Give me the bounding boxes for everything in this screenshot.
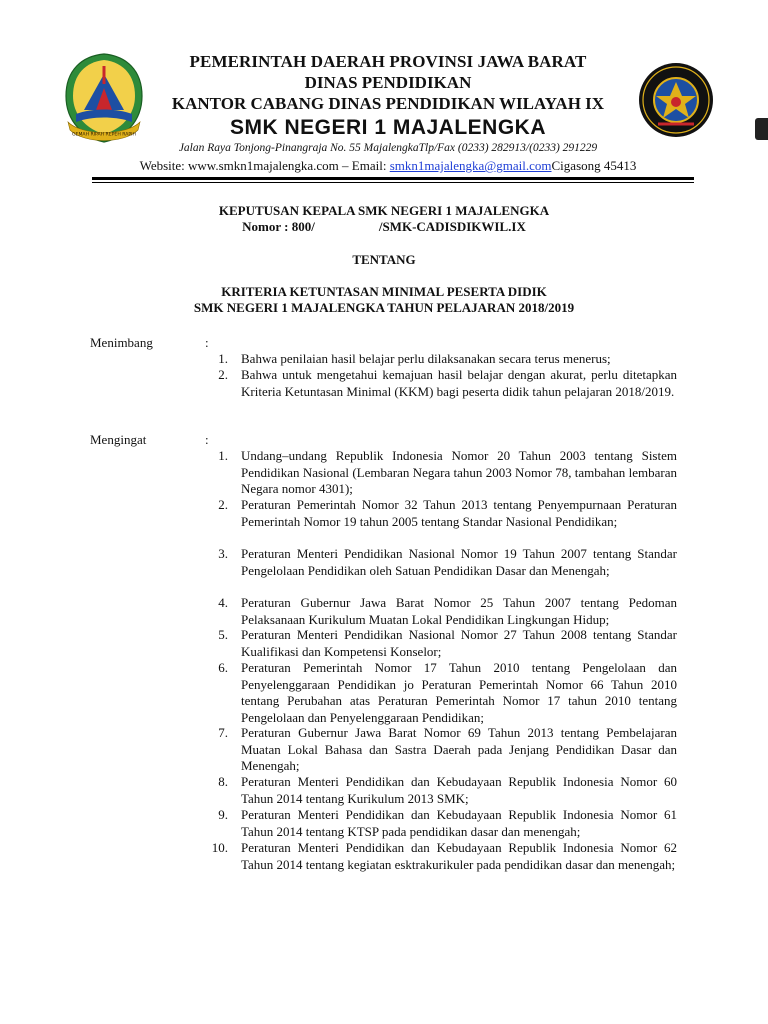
mengingat-item: Peraturan Pemerintah Nomor 32 Tahun 2013 tentang Penyempurnaan Peraturan Pemerintah Nomor 19 tahun 2005 tentang Standar Nasional Pendidikan; (241, 497, 677, 529)
mengingat-colon: : (205, 432, 209, 447)
letterhead-rule-thin (92, 182, 694, 183)
mengingat-num: 10. (211, 840, 228, 855)
letterhead-rule-thick (92, 177, 694, 180)
menimbang-item: Bahwa untuk mengetahui kemajuan hasil belajar dengan akurat, perlu ditetapkan Kriteria Ketuntasan Minimal (KKM) bagi peserta didik tahun pelajaran 2018/2019. (241, 367, 677, 399)
menimbang-label: Menimbang (90, 335, 153, 350)
decree-number (90, 219, 678, 235)
menimbang-item: Bahwa penilaian hasil belajar perlu dilaksanakan secara terus menerus; (241, 351, 611, 366)
decree-subject-line-1: KRITERIA KETUNTASAN MINIMAL PESERTA DIDIK (221, 284, 547, 299)
smk-school-emblem-logo (638, 62, 714, 138)
website-text: Website: www.smkn1majalengka.com – Email: (139, 158, 390, 173)
mengingat-item: Peraturan Menteri Pendidikan Nasional Nomor 27 Tahun 2008 tentang Standar Kualifikasi dan Kompetensi Konselor; (241, 627, 677, 659)
mengingat-item: Peraturan Gubernur Jawa Barat Nomor 25 Tahun 2007 tentang Pedoman Pelaksanaan Kurikulum Muatan Lokal Pendidikan Lingkungan Hidup; (241, 595, 677, 627)
decree-number-suffix: /SMK-CADISDIKWIL.IX (378, 219, 526, 234)
school-contact (100, 158, 676, 174)
svg-text:GEMAH RIPAH REPEH RAPIH: GEMAH RIPAH REPEH RAPIH (72, 132, 136, 138)
letterhead-line-1: PEMERINTAH DAERAH PROVINSI JAWA BARAT (189, 52, 587, 71)
tentang-heading: TENTANG (352, 252, 416, 267)
mengingat-item: Peraturan Gubernur Jawa Barat Nomor 69 Tahun 2013 tentang Pembelajaran Muatan Lokal Bahasa dan Sastra Daerah pada Jenjang Pendidikan Dasar dan Menengah; (241, 725, 677, 773)
mengingat-num: 4. (218, 595, 228, 610)
mengingat-label: Mengingat (90, 432, 147, 447)
mengingat-num: 2. (218, 497, 228, 512)
mengingat-num: 1. (218, 448, 228, 463)
mengingat-item: Peraturan Menteri Pendidikan dan Kebudayaan Republik Indonesia Nomor 61 Tahun 2014 tentang KTSP pada pendidikan dasar dan menengah; (241, 807, 677, 839)
letterhead-line-3: KANTOR CABANG DINAS PENDIDIKAN WILAYAH IX (171, 94, 605, 113)
school-address: Jalan Raya Tonjong-Pinangraja No. 55 MajalengkaTlp/Fax (0233) 282913/(0233) 291229 (178, 142, 598, 154)
west-java-emblem-logo (62, 52, 146, 144)
mengingat-item: Undang–undang Republik Indonesia Nomor 20 Tahun 2003 tentang Sistem Pendidikan Nasional (Lembaran Negara tahun 2003 Nomor 78, tambahan lembaran Negara nomor 4301); (241, 448, 677, 496)
mengingat-item: Peraturan Menteri Pendidikan Nasional Nomor 19 Tahun 2007 tentang Standar Pengelolaan Pendidikan oleh Satuan Pendidikan Dasar dan Menengah; (241, 546, 677, 578)
email-link[interactable]: smkn1majalengka@gmail.com (389, 158, 552, 173)
mengingat-num: 7. (218, 725, 228, 740)
letterhead-line-2: DINAS PENDIDIKAN (304, 73, 472, 92)
mengingat-item: Peraturan Menteri Pendidikan dan Kebudayaan Republik Indonesia Nomor 62 Tahun 2014 tentang kegiatan esktrakurikuler pada pendidikan dasar dan menengah; (241, 840, 677, 872)
mengingat-item: Peraturan Pemerintah Nomor 17 Tahun 2010 tentang Pengelolaan dan Penyelenggaraan Pendidikan jo Peraturan Pemerintah Nomor 66 Tahun 2010 tentang Perubahan atas Peraturan Pemerintah Nomor 17 tahun 2010 tentang Pengelolaan dan Penyelenggaraan Pendidikan; (241, 660, 677, 725)
decree-title: KEPUTUSAN KEPALA SMK NEGERI 1 MAJALENGKA (218, 203, 550, 218)
mengingat-num: 9. (218, 807, 228, 822)
school-name: SMK NEGERI 1 MAJALENGKA (229, 116, 547, 139)
postal-text: Cigasong 45413 (551, 158, 637, 173)
menimbang-num: 2. (218, 367, 228, 382)
mengingat-item: Peraturan Menteri Pendidikan dan Kebudayaan Republik Indonesia Nomor 60 Tahun 2014 tentang Kurikulum 2013 SMK; (241, 774, 677, 806)
mengingat-num: 5. (218, 627, 228, 642)
mengingat-num: 6. (218, 660, 228, 675)
mengingat-num: 3. (218, 546, 228, 561)
decree-subject-line-2: SMK NEGERI 1 MAJALENGKA TAHUN PELAJARAN 2018/2019 (193, 300, 575, 315)
page-edge-mark (755, 118, 768, 140)
mengingat-num: 8. (218, 774, 228, 789)
menimbang-colon: : (205, 335, 209, 350)
menimbang-num: 1. (218, 351, 228, 366)
decree-number-prefix: Nomor : 800/ (242, 219, 315, 234)
